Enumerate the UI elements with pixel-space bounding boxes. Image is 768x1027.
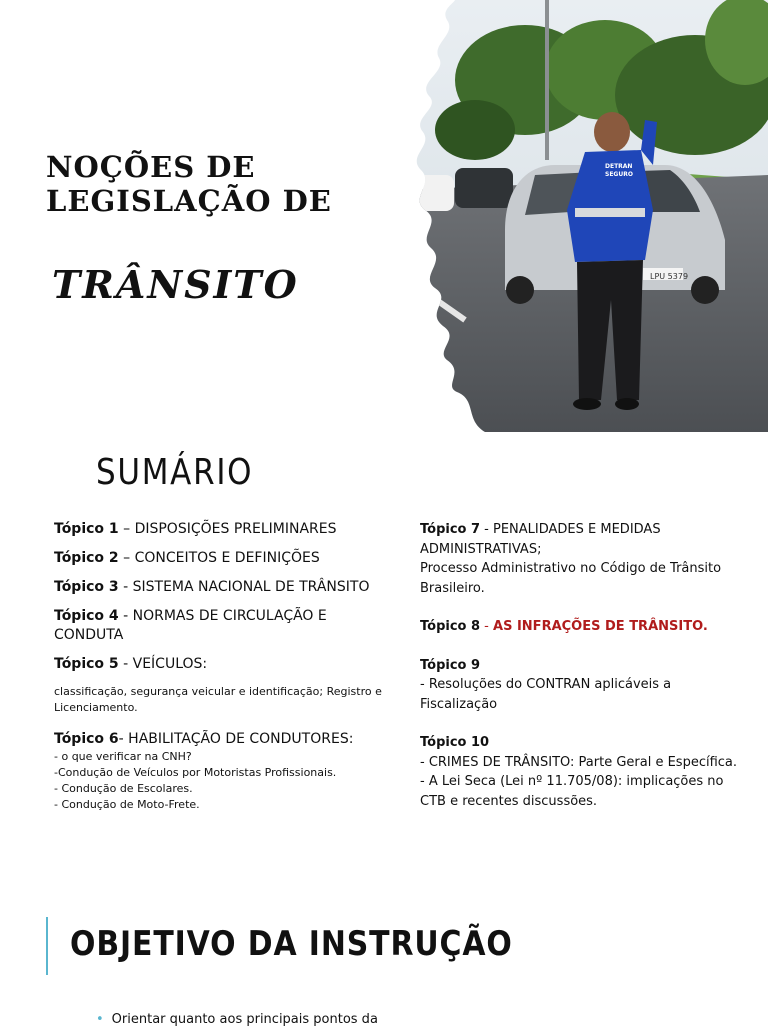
topic-4-label: Tópico 4 bbox=[54, 608, 119, 624]
topic-8-label: Tópico 8 bbox=[420, 619, 481, 634]
topic-7-label: Tópico 7 bbox=[420, 522, 481, 537]
sumario-right-column bbox=[420, 520, 750, 830]
topic-9-subtext: - Resoluções do CONTRAN aplicáveis a Fiscalização bbox=[420, 677, 672, 712]
topic-1 bbox=[54, 520, 399, 539]
topic-1-text: – DISPOSIÇÕES PRELIMINARES bbox=[118, 521, 337, 537]
topic-8-text: AS INFRAÇÕES DE TRÂNSITO. bbox=[493, 619, 708, 634]
topic-10-subtext-2: - A Lei Seca (Lei nº 11.705/08): implicações no CTB e recentes discussões. bbox=[420, 774, 724, 809]
topic-8-dash: - bbox=[480, 619, 494, 634]
title-line-2: LEGISLAÇÃO DE bbox=[46, 184, 332, 218]
topic-5 bbox=[54, 655, 399, 674]
vest-text-1: DETRAN bbox=[605, 163, 633, 170]
topic-1-label: Tópico 1 bbox=[54, 521, 119, 537]
topic-10 bbox=[420, 733, 750, 811]
topic-10-label: Tópico 10 bbox=[420, 735, 490, 750]
topic-10-subtext-1: - CRIMES DE TRÂNSITO: Parte Geral e Específica. bbox=[420, 754, 738, 770]
topic-7-text: - PENALIDADES E MEDIDAS ADMINISTRATIVAS; bbox=[420, 522, 661, 557]
objective-bullet bbox=[96, 1012, 378, 1027]
vest-text-2: SEGURO bbox=[605, 171, 633, 178]
topic-6 bbox=[54, 730, 399, 749]
topic-7-subtext: Processo Administrativo no Código de Trânsito Brasileiro. bbox=[420, 561, 722, 596]
bullet-icon: • bbox=[96, 1012, 104, 1027]
topic-4 bbox=[54, 607, 399, 645]
topic-3 bbox=[54, 578, 399, 597]
sumario-left-column bbox=[54, 520, 399, 813]
sumario-heading: SUMÁRIO bbox=[96, 452, 254, 493]
topic-6-list bbox=[54, 749, 399, 813]
list-item: - o que verificar na CNH? bbox=[54, 750, 192, 763]
topic-5-text: - VEÍCULOS: bbox=[118, 656, 208, 672]
list-item: - Condução de Moto-Frete. bbox=[54, 798, 200, 811]
topic-2 bbox=[54, 549, 399, 568]
traffic-officer-photo bbox=[395, 0, 768, 432]
title-transito: TRÂNSITO bbox=[52, 262, 299, 307]
topic-2-text: – CONCEITOS E DEFINIÇÕES bbox=[118, 550, 320, 566]
topic-9 bbox=[420, 656, 750, 715]
topic-5-subtext: classificação, segurança veicular e identificação; Registro e Licenciamento. bbox=[54, 685, 382, 714]
topic-8 bbox=[420, 617, 750, 637]
objective-heading: OBJETIVO DA INSTRUÇÃO bbox=[70, 924, 513, 964]
list-item: -Condução de Veículos por Motoristas Profissionais. bbox=[54, 766, 337, 779]
title-line-1: NOÇÕES DE bbox=[46, 150, 256, 184]
plate-text: LPU 5379 bbox=[650, 272, 689, 281]
topic-2-label: Tópico 2 bbox=[54, 550, 119, 566]
topic-7 bbox=[420, 520, 750, 598]
topic-3-text: - SISTEMA NACIONAL DE TRÂNSITO bbox=[118, 579, 370, 595]
objective-accent-bar bbox=[46, 917, 48, 975]
topic-4-text: - NORMAS DE CIRCULAÇÃO E CONDUTA bbox=[54, 608, 327, 643]
title-block bbox=[46, 150, 386, 218]
list-item: - Condução de Escolares. bbox=[54, 782, 193, 795]
topic-5-label: Tópico 5 bbox=[54, 656, 119, 672]
topic-9-label: Tópico 9 bbox=[420, 657, 481, 673]
topic-6-label: Tópico 6 bbox=[54, 731, 119, 747]
topic-6-text: - HABILITAÇÃO DE CONDUTORES: bbox=[118, 731, 354, 747]
objective-bullet-text: Orientar quanto aos principais pontos da bbox=[111, 1012, 378, 1027]
topic-3-label: Tópico 3 bbox=[54, 579, 119, 595]
